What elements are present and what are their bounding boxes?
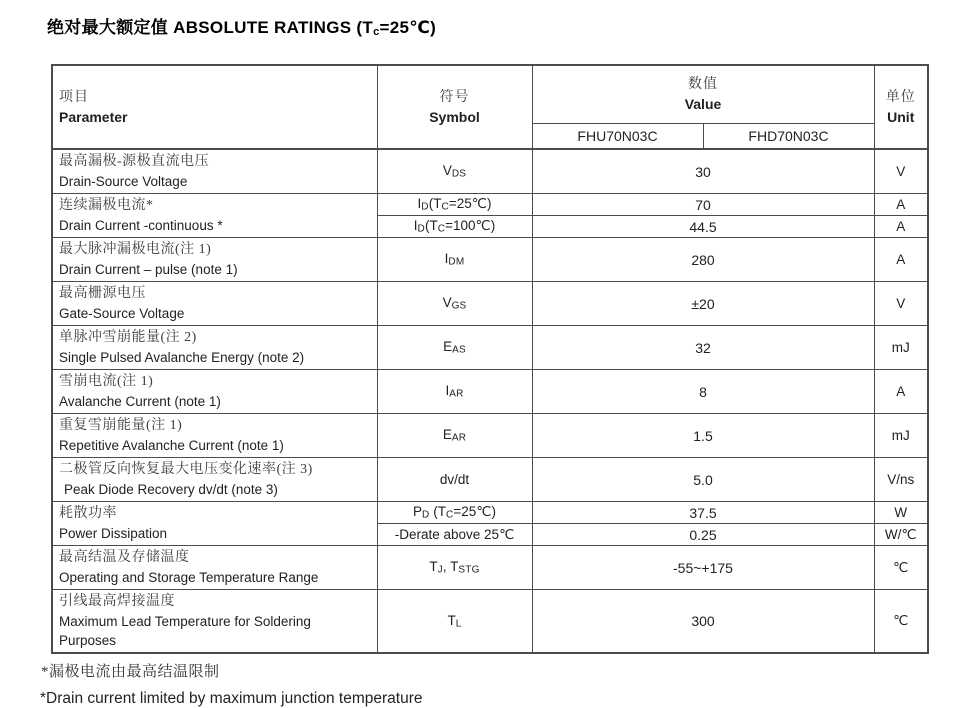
- symbol-cell: dv/dt: [377, 458, 532, 502]
- unit-cell: mJ: [874, 326, 928, 370]
- value-cell: 44.5: [532, 216, 874, 238]
- parameter-en: Gate-Source Voltage: [59, 306, 185, 321]
- table-row: [52, 282, 928, 326]
- parameter-en: Drain Current -continuous *: [59, 218, 223, 233]
- header-parameter: [52, 65, 377, 149]
- parameter-zh: 二极管反向恢复最大电压变化速率(注 3): [59, 462, 313, 477]
- parameter-en: Peak Diode Recovery dv/dt (note 3): [64, 482, 278, 497]
- absolute-ratings-table: [51, 64, 929, 654]
- table-header-row: [52, 65, 928, 123]
- table-row: [52, 414, 928, 458]
- symbol-cell: $V_{GS}$: [377, 282, 532, 326]
- unit-cell: W/℃: [874, 524, 928, 546]
- unit-cell: mJ: [874, 414, 928, 458]
- parameter-zh: 最高漏极-源极直流电压: [59, 154, 210, 169]
- header-parameter-en: Parameter: [59, 108, 128, 125]
- parameter-en: Repetitive Avalanche Current (note 1): [59, 438, 284, 453]
- parameter-cell: [52, 282, 377, 326]
- parameter-cell: [52, 458, 377, 502]
- parameter-zh: 雪崩电流(注 1): [59, 374, 154, 389]
- parameter-cell: [52, 326, 377, 370]
- value-cell: ±20: [532, 282, 874, 326]
- parameter-cell: [52, 546, 377, 590]
- parameter-en: Maximum Lead Temperature for Soldering Purposes: [59, 614, 311, 648]
- table-row: [52, 458, 928, 502]
- value-cell: 300: [532, 590, 874, 654]
- symbol-cell: $T_J$, $T_{STG}$: [377, 546, 532, 590]
- symbol-cell: $I_D(T_C=100℃)$: [377, 216, 532, 238]
- symbol-cell: $E_{AS}$: [377, 326, 532, 370]
- table-row: [52, 370, 928, 414]
- header-symbol-en: Symbol: [429, 108, 480, 125]
- parameter-en: Single Pulsed Avalanche Energy (note 2): [59, 350, 305, 365]
- parameter-cell: [52, 502, 377, 546]
- parameter-zh: 引线最高焊接温度: [59, 594, 175, 609]
- footnote-en: *Drain current limited by maximum junction temperature: [40, 690, 423, 707]
- table-row: [52, 546, 928, 590]
- unit-cell: ℃: [874, 590, 928, 654]
- symbol-cell: -Derate above 25℃: [377, 524, 532, 546]
- parameter-zh: 重复雪崩能量(注 1): [59, 418, 183, 433]
- page-title: 绝对最大额定值 ABSOLUTE RATINGS $(T_c=25℃)$: [47, 18, 437, 38]
- unit-cell: W: [874, 502, 928, 524]
- table-row: [52, 502, 928, 524]
- unit-cell: A: [874, 194, 928, 216]
- value-cell: 280: [532, 238, 874, 282]
- parameter-en: Operating and Storage Temperature Range: [59, 570, 319, 585]
- symbol-cell: $I_{DM}$: [377, 238, 532, 282]
- parameter-cell: [52, 370, 377, 414]
- parameter-cell: [52, 414, 377, 458]
- unit-cell: A: [874, 370, 928, 414]
- parameter-zh: 连续漏极电流*: [59, 198, 154, 213]
- parameter-en: Drain Current – pulse (note 1): [59, 262, 238, 277]
- table-row: [52, 326, 928, 370]
- unit-cell: V/ns: [874, 458, 928, 502]
- parameter-zh: 耗散功率: [59, 506, 117, 521]
- header-unit-en: Unit: [887, 108, 915, 125]
- unit-cell: A: [874, 238, 928, 282]
- parameter-cell: [52, 238, 377, 282]
- symbol-cell: $V_{DS}$: [377, 149, 532, 194]
- footnote-zh: *漏极电流由最高结温限制: [41, 664, 220, 680]
- parameter-zh: 最高结温及存储温度: [59, 550, 190, 565]
- header-unit: [874, 65, 928, 149]
- unit-cell: ℃: [874, 546, 928, 590]
- unit-cell: A: [874, 216, 928, 238]
- value-cell: 0.25: [532, 524, 874, 546]
- parameter-cell: [52, 194, 377, 238]
- header-value-en: Value: [684, 95, 722, 112]
- header-symbol: [377, 65, 532, 149]
- header-symbol-zh: 符号: [439, 89, 470, 105]
- parameter-en: Drain-Source Voltage: [59, 174, 188, 189]
- table-row: [52, 238, 928, 282]
- parameter-cell: [52, 149, 377, 194]
- parameter-cell: [52, 590, 377, 654]
- parameter-en: Power Dissipation: [59, 526, 168, 541]
- table-row: [52, 194, 928, 216]
- header-value: [532, 65, 874, 123]
- symbol-cell: $E_{AR}$: [377, 414, 532, 458]
- table-row: [52, 590, 928, 654]
- parameter-zh: 最大脉冲漏极电流(注 1): [59, 242, 212, 257]
- header-unit-zh: 单位: [885, 89, 916, 105]
- unit-cell: V: [874, 149, 928, 194]
- header-model-fhd70n03c: FHD70N03C: [703, 123, 874, 149]
- value-cell: 5.0: [532, 458, 874, 502]
- table-row: [52, 149, 928, 194]
- value-cell: 8: [532, 370, 874, 414]
- parameter-zh: 最高栅源电压: [59, 286, 146, 301]
- header-parameter-zh: 项目: [59, 89, 89, 105]
- value-cell: -55~+175: [532, 546, 874, 590]
- value-cell: 70: [532, 194, 874, 216]
- value-cell: 30: [532, 149, 874, 194]
- value-cell: 37.5: [532, 502, 874, 524]
- value-cell: 1.5: [532, 414, 874, 458]
- value-cell: 32: [532, 326, 874, 370]
- header-value-zh: 数值: [688, 76, 718, 92]
- unit-cell: V: [874, 282, 928, 326]
- symbol-cell: $T_L$: [377, 590, 532, 654]
- symbol-cell: $I_{AR}$: [377, 370, 532, 414]
- header-model-fhu70n03c: FHU70N03C: [532, 123, 703, 149]
- symbol-cell: $I_D(T_C=25℃)$: [377, 194, 532, 216]
- parameter-en: Avalanche Current (note 1): [59, 394, 221, 409]
- symbol-cell: $P_D$ $(T_C=25℃)$: [377, 502, 532, 524]
- parameter-zh: 单脉冲雪崩能量(注 2): [59, 330, 197, 345]
